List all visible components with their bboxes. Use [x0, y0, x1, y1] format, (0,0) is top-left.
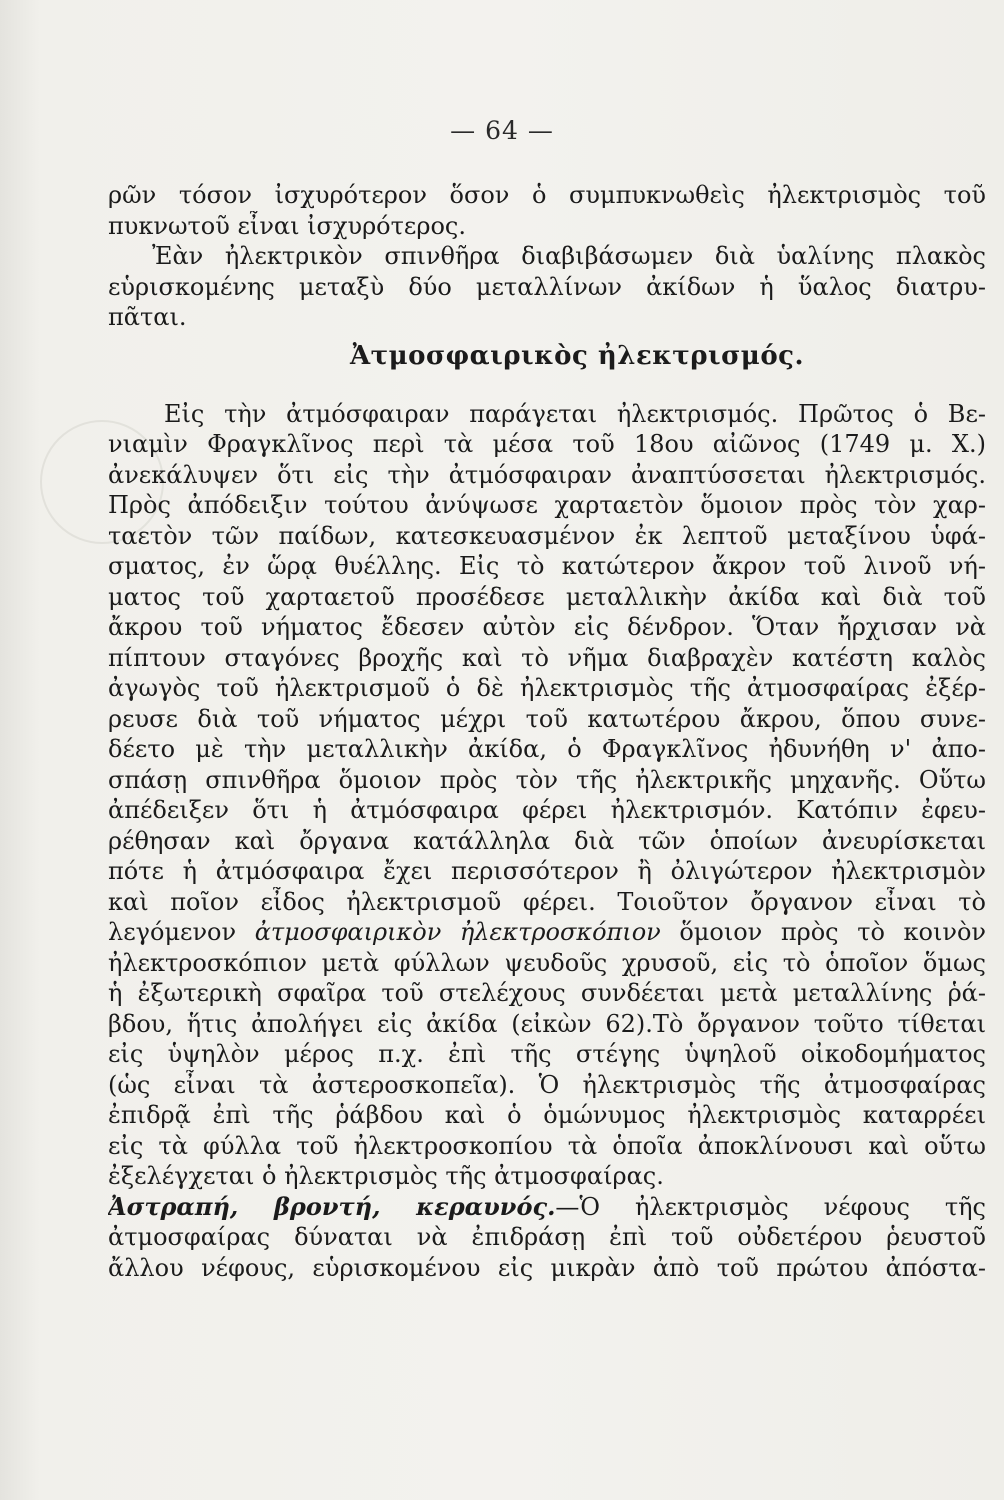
text-line: καὶ ποῖον εἶδος ἠλεκτρισμοῦ φέρει. Τοιοῦτον ὄργανον εἶναι τὸ	[108, 887, 986, 916]
text-line: πότε ἡ ἀτμόσφαιρα ἔχει περισσότερον ἢ ὀλιγώτερον ἠλεκτρισμὸν	[108, 857, 986, 885]
text-line: πυκνωτοῦ εἶναι ἰσχυρότερος.	[108, 211, 466, 240]
text-line: ἄκρου τοῦ νήματος ἔδεσεν αὐτὸν εἰς δένδρον. Ὅταν ἤρχισαν νὰ	[108, 613, 986, 641]
text-line: σπάσῃ σπινθῆρα ὅμοιον πρὸς τὸν τῆς ἠλεκτρικῆς μηχανῆς. Οὕτω	[108, 765, 986, 794]
text-line: ἀνεκάλυψεν ὅτι εἰς τὴν ἀτμόσφαιραν ἀναπτύσσεται ἠλεκτρισμός.	[108, 460, 986, 489]
text-fragment: —Ὁ ἠλεκτρισμὸς νέφους τῆς	[555, 1192, 986, 1221]
text-line: βδου, ἥτις ἀπολήγει εἰς ἀκίδα (εἰκὼν 62).Τὸ ὄργανον τοῦτο τίθεται	[108, 1009, 986, 1038]
text-line: Ἐὰν ἠλεκτρικὸν σπινθῆρα διαβιβάσωμεν διὰ ὑαλίνης πλακὸς	[152, 242, 986, 270]
text-line: Πρὸς ἀπόδειξιν τούτου ἀνύψωσε χαρταετὸν ὅμοιον πρὸς τὸν χαρ-	[108, 491, 986, 519]
italic-term: ἀτμοσφαιρικὸν ἠλεκτροσκόπιον	[254, 918, 661, 946]
text-line	[108, 917, 986, 948]
text-line: δέετο μὲ τὴν μεταλλικὴν ἀκίδα, ὁ Φραγκλῖνος ἠδυνήθη ν' ἀπο-	[108, 735, 986, 763]
text-line: ἀγωγὸς τοῦ ἠλεκτρισμοῦ ὁ δὲ ἠλεκτρισμὸς τῆς ἀτμοσφαίρας ἐξέρ-	[108, 674, 986, 702]
text-line: ρευσε διὰ τοῦ νήματος μέχρι τοῦ κατωτέρου ἄκρου, ὅπου συνε-	[108, 704, 986, 733]
text-line: Εἰς τὴν ἀτμόσφαιραν παράγεται ἠλεκτρισμός. Πρῶτος ὁ Βε-	[164, 399, 986, 428]
text-line: ἠλεκτροσκόπιον μετὰ φύλλων ψευδοῦς χρυσοῦ, εἰς τὸ ὁποῖον ὅμως	[108, 948, 986, 977]
text-line: (ὡς εἶναι τὰ ἀστεροσκοπεῖα). Ὁ ἠλεκτρισμὸς τῆς ἀτμοσφαίρας	[108, 1070, 986, 1099]
text-line: εἰς ὑψηλὸν μέρος π.χ. ἐπὶ τῆς στέγης ὑψηλοῦ οἰκοδομήματος	[108, 1040, 986, 1068]
body-text	[108, 180, 986, 1283]
section-heading: Ἀτμοσφαιρικὸς ἠλεκτρισμός.	[349, 340, 805, 371]
text-line: εὑρισκομένης μεταξὺ δύο μεταλλίνων ἀκίδων ἡ ὕαλος διατρυ-	[108, 272, 986, 301]
text-line: πᾶται.	[108, 303, 187, 331]
text-fragment: ὅμοιον πρὸς τὸ κοινὸν	[660, 918, 986, 946]
text-line: ἀτμοσφαίρας δύναται νὰ ἐπιδράσῃ ἐπὶ τοῦ οὐδετέρου ῥευστοῦ	[108, 1223, 986, 1251]
text-line: ματος τοῦ χαρταετοῦ προσέδεσε μεταλλικὴν ἀκίδα καὶ διὰ τοῦ	[108, 582, 986, 611]
page-number: — 64 —	[450, 116, 554, 145]
text-line: ἀπέδειξεν ὅτι ἡ ἀτμόσφαιρα φέρει ἠλεκτρισμόν. Κατόπιν ἐφευ-	[108, 796, 986, 824]
text-line: ταετὸν τῶν παίδων, κατεσκευασμένον ἐκ λεπτοῦ μεταξίνου ὑφά-	[108, 521, 986, 550]
text-line: ρέθησαν καὶ ὄργανα κατάλληλα διὰ τῶν ὁποίων ἀνευρίσκεται	[108, 826, 986, 855]
text-line	[108, 1192, 986, 1223]
text-line: ρῶν τόσον ἰσχυρότερον ὅσον ὁ συμπυκνωθεὶς ἠλεκτρισμὸς τοῦ	[108, 181, 986, 209]
text-line: σματος, ἐν ὥρᾳ θυέλλης. Εἰς τὸ κατώτερον ἄκρον τοῦ λινοῦ νή-	[108, 552, 986, 580]
text-line: ἡ ἐξωτερικὴ σφαῖρα τοῦ στελέχους συνδέεται μετὰ μεταλλίνης ῥά-	[108, 979, 986, 1007]
text-line: ἐξελέγχεται ὁ ἠλεκτρισμὸς τῆς ἀτμοσφαίρας.	[108, 1162, 664, 1190]
text-fragment: λεγόμενον	[108, 918, 255, 946]
text-line: ἄλλου νέφους, εὑρισκομένου εἰς μικρὰν ἀπὸ τοῦ πρώτου ἀπόστα-	[108, 1253, 986, 1282]
text-line: νιαμὶν Φραγκλῖνος περὶ τὰ μέσα τοῦ 18ου αἰῶνος (1749 μ. Χ.)	[108, 430, 986, 458]
text-line: εἰς τὰ φύλλα τοῦ ἠλεκτροσκοπίου τὰ ὁποῖα ἀποκλίνουσι καὶ οὕτω	[108, 1131, 986, 1160]
text-line: ἐπιδρᾷ ἐπὶ τῆς ῥάβδου καὶ ὁ ὁμώνυμος ἠλεκτρισμὸς καταρρέει	[108, 1101, 986, 1129]
text-line: πίπτουν σταγόνες βροχῆς καὶ τὸ νῆμα διαβραχὲν κατέστη καλὸς	[108, 643, 986, 672]
subsection-lead: Ἀστραπή, βροντή, κεραυνός.	[108, 1191, 556, 1221]
